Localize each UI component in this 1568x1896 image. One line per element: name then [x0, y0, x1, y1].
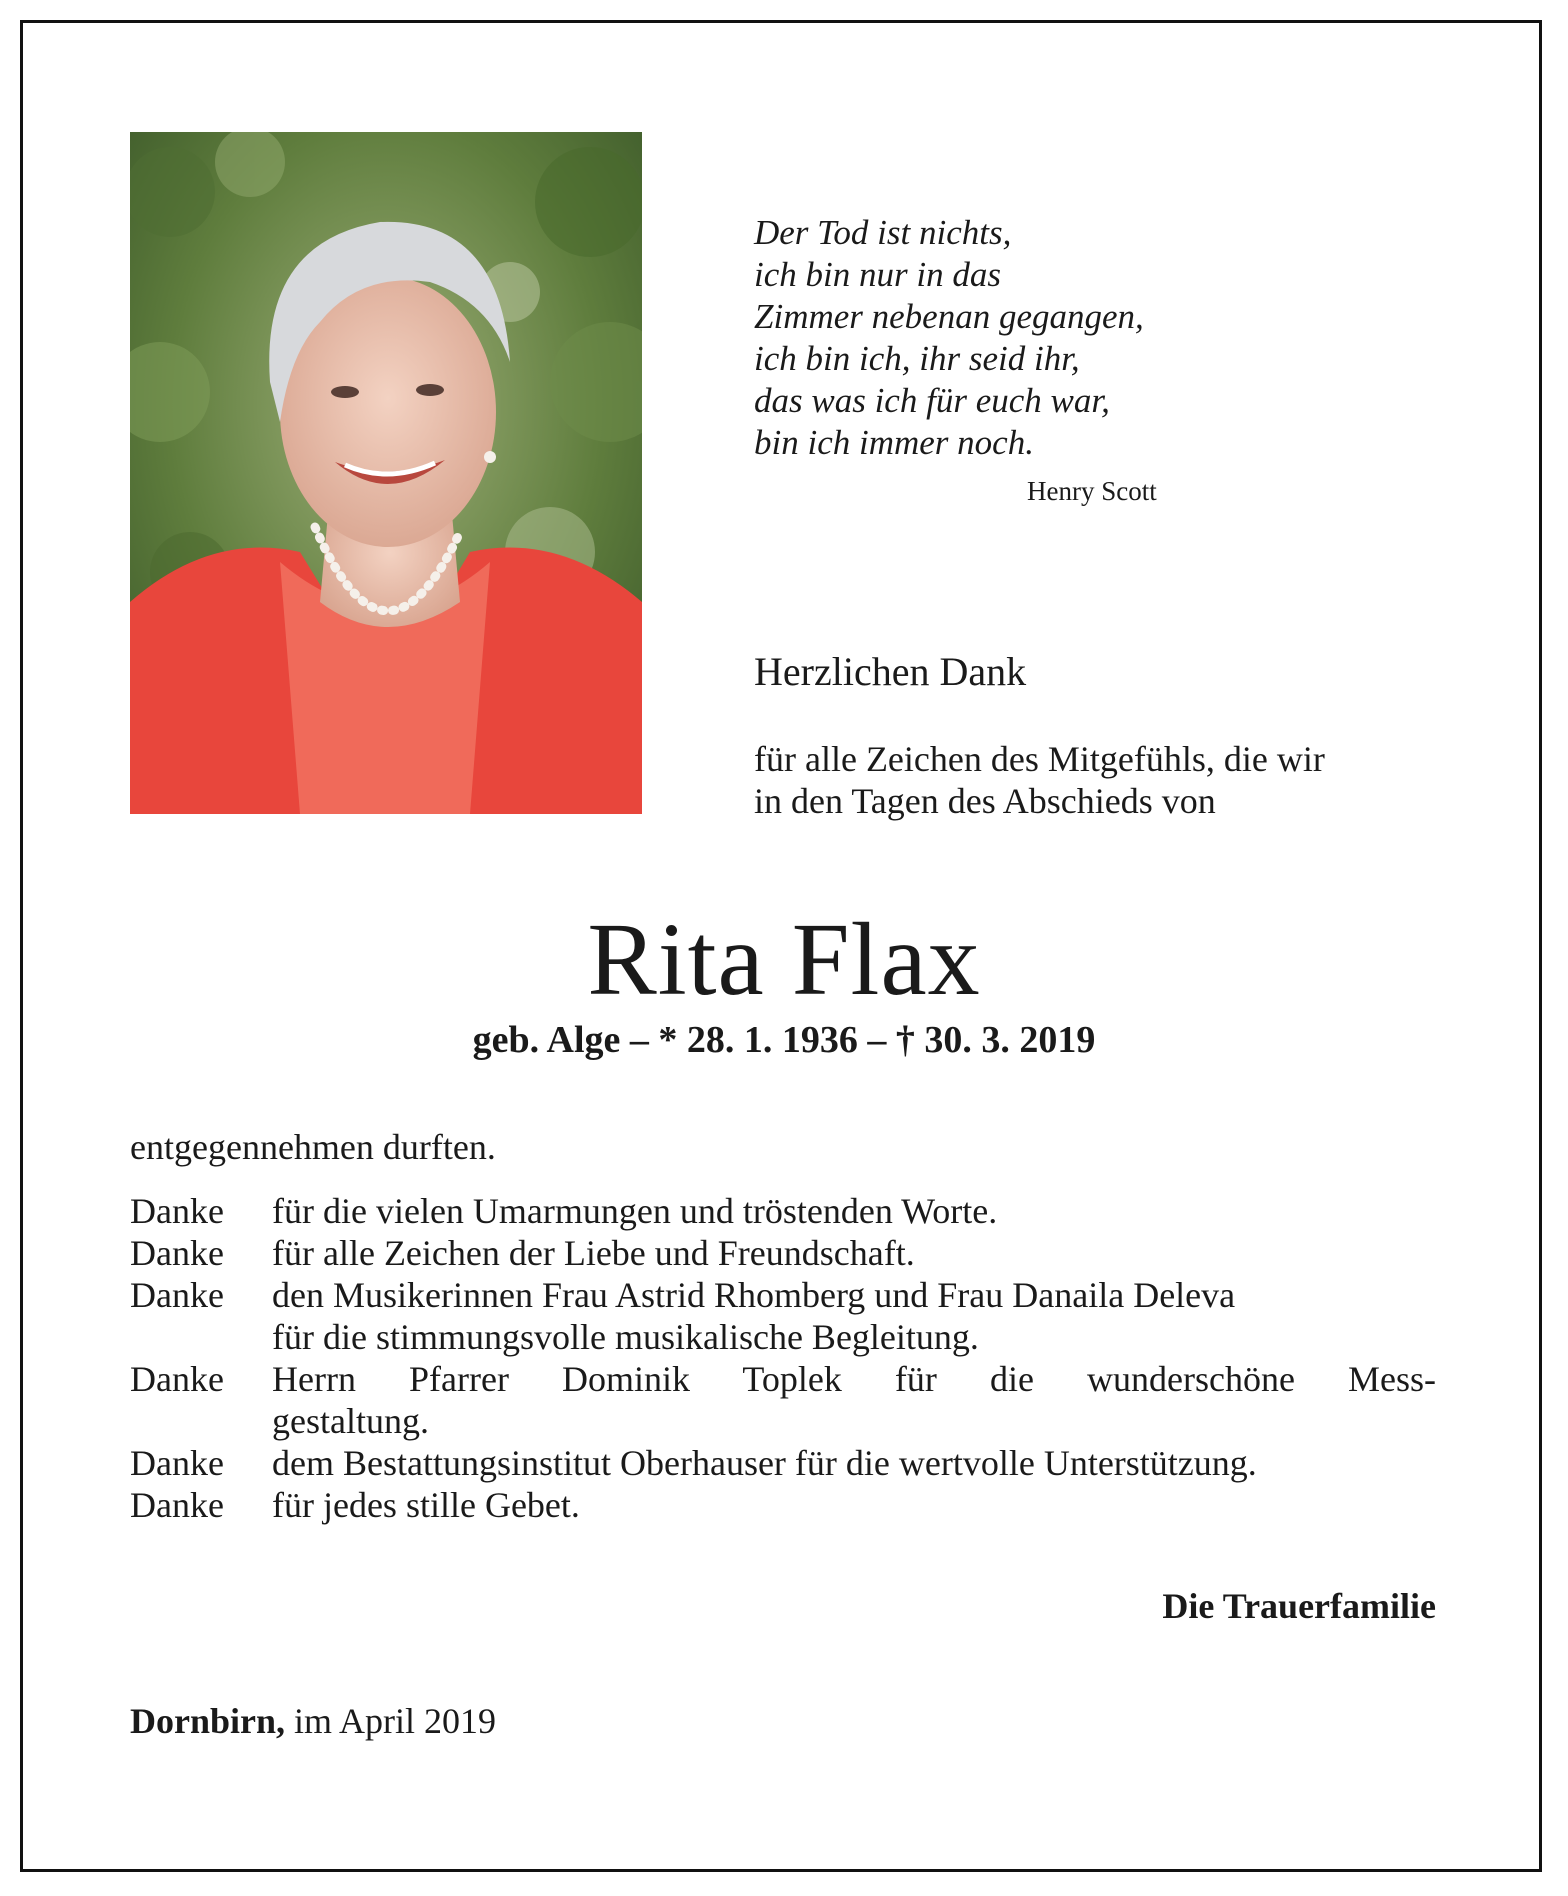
danke-text: Herrn Pfarrer Dominik Toplek für die wunderschöne Mess-: [272, 1359, 1436, 1399]
intro-line: für alle Zeichen des Mitgefühls, die wir: [754, 739, 1325, 779]
family-signature: Die Trauerfamilie: [1162, 1586, 1436, 1626]
danke-text: für jedes stille Gebet.: [272, 1485, 580, 1525]
poem-quote: [754, 212, 1144, 464]
quote-line: ich bin ich, ihr seid ihr,: [754, 339, 1080, 378]
danke-label: Danke: [130, 1485, 224, 1525]
place-date: [130, 1700, 496, 1742]
quote-line: Der Tod ist nichts,: [754, 213, 1012, 252]
place-city: Dornbirn,: [130, 1701, 286, 1741]
danke-item: [130, 1190, 1436, 1232]
danke-item: [130, 1484, 1436, 1526]
danke-text: dem Bestattungsinstitut Oberhauser für die wertvolle Unterstützung.: [272, 1443, 1257, 1483]
danke-item: [130, 1442, 1436, 1484]
deceased-name: Rita Flax: [587, 902, 981, 1017]
danke-label: Danke: [130, 1443, 224, 1483]
danke-text: gestaltung.: [272, 1401, 429, 1441]
danke-label: Danke: [130, 1191, 224, 1231]
quote-author: Henry Scott: [1027, 476, 1157, 506]
intro-line: in den Tagen des Abschieds von: [754, 781, 1216, 821]
danke-text: für die vielen Umarmungen und tröstenden Worte.: [272, 1191, 998, 1231]
thanks-heading: Herzlichen Dank: [754, 649, 1027, 694]
danke-label: Danke: [130, 1233, 224, 1273]
received-text: entgegennehmen durften.: [130, 1127, 496, 1167]
danke-text: den Musikerinnen Frau Astrid Rhomberg und Frau Danaila Deleva: [272, 1275, 1236, 1315]
quote-line: das was ich für euch war,: [754, 381, 1110, 420]
life-dates: geb. Alge – * 28. 1. 1936 – † 30. 3. 2019: [472, 1019, 1096, 1061]
danke-text: für alle Zeichen der Liebe und Freundschaft.: [272, 1233, 915, 1273]
portrait-photo: [130, 132, 642, 814]
danke-item: [130, 1274, 1436, 1358]
place-month: im April 2019: [294, 1701, 497, 1741]
danke-item: [130, 1232, 1436, 1274]
danke-label: Danke: [130, 1359, 224, 1399]
danke-label: Danke: [130, 1275, 224, 1315]
intro-text: [754, 738, 1325, 822]
danke-list: [130, 1190, 1436, 1526]
quote-line: bin ich immer noch.: [754, 423, 1034, 462]
quote-line: ich bin nur in das: [754, 255, 1001, 294]
quote-line: Zimmer nebenan gegangen,: [754, 297, 1144, 336]
danke-text: für die stimmungsvolle musikalische Begleitung.: [272, 1317, 979, 1357]
danke-item: [130, 1358, 1436, 1442]
